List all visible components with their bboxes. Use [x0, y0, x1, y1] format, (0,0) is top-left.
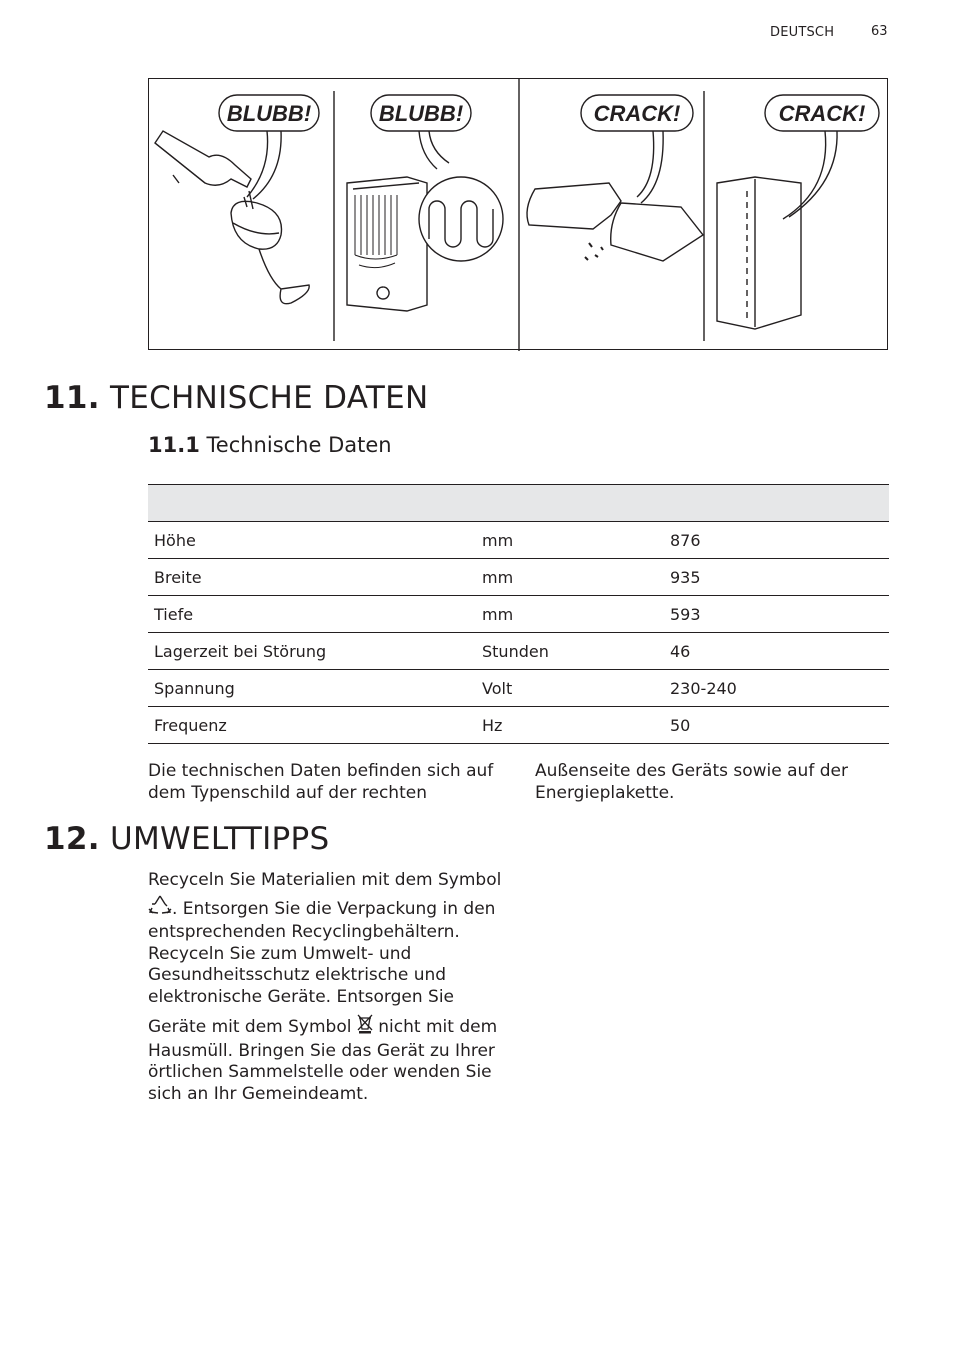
- row-label: Spannung: [148, 670, 476, 707]
- environment-paragraph: [148, 870, 528, 1105]
- note-line: Außenseite des Geräts sowie auf der: [535, 761, 848, 781]
- section-11-number: 11.: [44, 380, 100, 416]
- wine-bottle-icon: [155, 131, 251, 187]
- env-line-text: nicht mit dem: [378, 1017, 498, 1037]
- row-unit: mm: [476, 596, 664, 633]
- ice-tray-left-icon: [527, 183, 621, 229]
- table-row: [148, 707, 889, 744]
- env-line: Hausmüll. Bringen Sie das Gerät zu Ihrer: [148, 1040, 495, 1061]
- ice-tray-right-icon: [611, 203, 703, 261]
- illustration-panel: [148, 78, 888, 350]
- recycle-icon: [148, 894, 172, 923]
- env-line: örtlichen Sammelstelle oder wenden Sie: [148, 1062, 492, 1082]
- technical-data-table: [148, 484, 889, 744]
- bubble-text-4: CRACK!: [778, 101, 866, 126]
- subsection-title: Technische Daten: [206, 433, 392, 457]
- section-12-number: 12.: [44, 821, 100, 857]
- table-row: [148, 522, 889, 559]
- section-11-title: TECHNISCHE DATEN: [109, 380, 429, 416]
- table-row: [148, 670, 889, 707]
- header-language: DEUTSCH: [770, 25, 835, 40]
- row-value: 230-240: [664, 670, 889, 707]
- bubble-text-2: BLUBB!: [378, 101, 464, 126]
- env-line: entsprechenden Recyclingbehältern.: [148, 922, 460, 942]
- env-line-text: . Entsorgen Sie die Verpackung in den: [172, 898, 496, 919]
- note-line: dem Typenschild auf der rechten: [148, 782, 427, 803]
- row-label: Frequenz: [148, 707, 476, 744]
- row-unit: mm: [476, 559, 664, 596]
- row-value: 50: [664, 707, 889, 744]
- env-line: Gesundheitsschutz elektrische und: [148, 965, 447, 985]
- note-line: Energieplakette.: [535, 782, 675, 803]
- row-value: 876: [664, 522, 889, 559]
- env-line-with-icon: [148, 894, 528, 923]
- row-value: 593: [664, 596, 889, 633]
- subsection-number: 11.1: [148, 433, 200, 457]
- env-line: Recyceln Sie Materialien mit dem Symbol: [148, 870, 502, 890]
- row-label: Lagerzeit bei Störung: [148, 633, 476, 670]
- subsection-11-1-heading: [148, 433, 392, 457]
- row-label: Breite: [148, 559, 476, 596]
- env-line: Recyceln Sie zum Umwelt- und: [148, 943, 412, 964]
- tech-data-note-right: [535, 761, 889, 804]
- tech-data-note-left: [148, 761, 518, 804]
- table-header-row: [148, 485, 889, 522]
- note-line: Die technischen Daten befinden sich auf: [148, 761, 494, 781]
- env-line-text: Geräte mit dem Symbol: [148, 1017, 352, 1037]
- table-row: [148, 559, 889, 596]
- row-unit: Stunden: [476, 633, 664, 670]
- section-12-title: UMWELTTIPPS: [109, 821, 330, 857]
- cabinet-icon: [717, 177, 801, 329]
- row-unit: mm: [476, 522, 664, 559]
- table-row: [148, 596, 889, 633]
- row-label: Tiefe: [148, 596, 476, 633]
- crossed-bin-icon: [357, 1014, 373, 1041]
- env-line-with-icon: [148, 1014, 528, 1041]
- section-11-heading: [44, 380, 429, 416]
- header-page-number: 63: [871, 24, 888, 39]
- row-value: 935: [664, 559, 889, 596]
- fridge-back-icon: [347, 177, 427, 311]
- bubble-text-1: BLUBB!: [226, 101, 312, 126]
- illustration-drawing: [149, 79, 889, 351]
- row-unit: Volt: [476, 670, 664, 707]
- env-line: sich an Ihr Gemeindeamt.: [148, 1083, 369, 1104]
- section-12-heading: [44, 821, 330, 857]
- env-line: elektronische Geräte. Entsorgen Sie: [148, 986, 455, 1007]
- row-value: 46: [664, 633, 889, 670]
- table-row: [148, 633, 889, 670]
- bubble-text-3: CRACK!: [593, 101, 681, 126]
- row-unit: Hz: [476, 707, 664, 744]
- row-label: Höhe: [148, 522, 476, 559]
